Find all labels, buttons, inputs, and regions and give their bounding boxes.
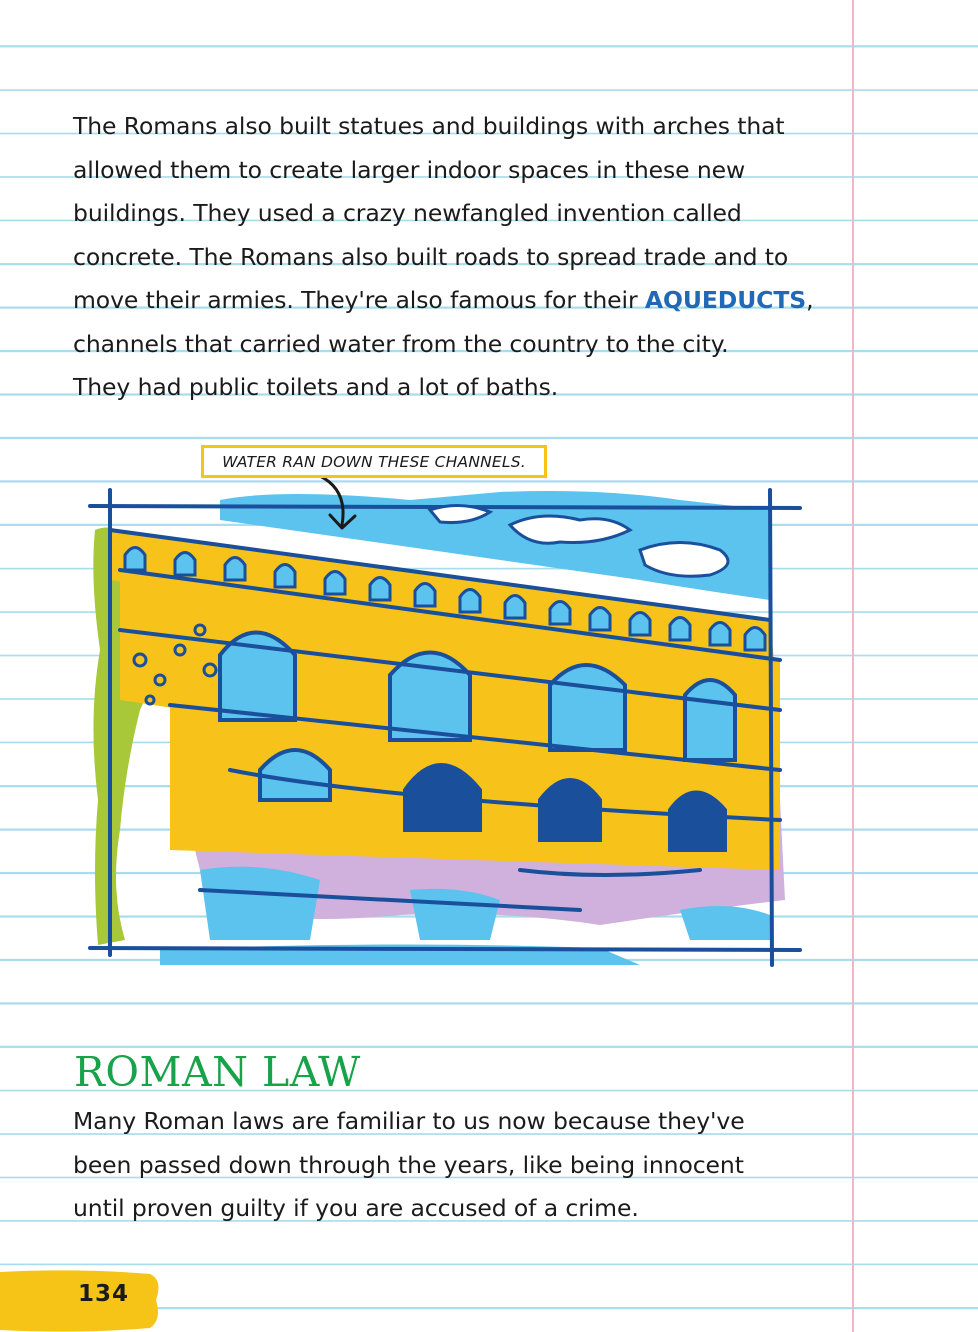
text-line: allowed them to create larger indoor spaces in these new <box>73 155 746 184</box>
body-paragraph-law <box>73 1100 843 1231</box>
callout-label: WATER RAN DOWN THESE CHANNELS. <box>222 452 526 471</box>
notebook-margin-line <box>852 0 854 1332</box>
text-line: until proven guilty if you are accused of a crime. <box>73 1194 639 1222</box>
text-line: buildings. They used a crazy newfangled invention called <box>73 199 742 227</box>
section-heading-roman-law: ROMAN LAW <box>74 1048 361 1096</box>
aqueduct-illustration <box>80 470 810 975</box>
body-paragraph-architecture <box>73 105 843 410</box>
page-number: 134 <box>78 1281 130 1307</box>
text-line: channels that carried water from the country to the city. <box>73 329 729 358</box>
text-line: been passed down through the years, like being innocent <box>73 1150 744 1179</box>
text-line: The Romans also built statues and buildings with arches that <box>73 112 785 140</box>
illustration-callout <box>201 445 547 478</box>
text-line: concrete. The Romans also built roads to spread trade and to <box>73 242 789 271</box>
text-line: Many Roman laws are familiar to us now because they've <box>73 1107 745 1135</box>
text-segment: move their armies. They're also famous for their <box>73 286 638 314</box>
text-line: They had public toilets and a lot of baths. <box>73 373 559 401</box>
vocabulary-term-aqueducts: AQUEDUCTS <box>644 286 807 314</box>
text-line <box>73 279 843 323</box>
comma: , <box>806 286 814 314</box>
